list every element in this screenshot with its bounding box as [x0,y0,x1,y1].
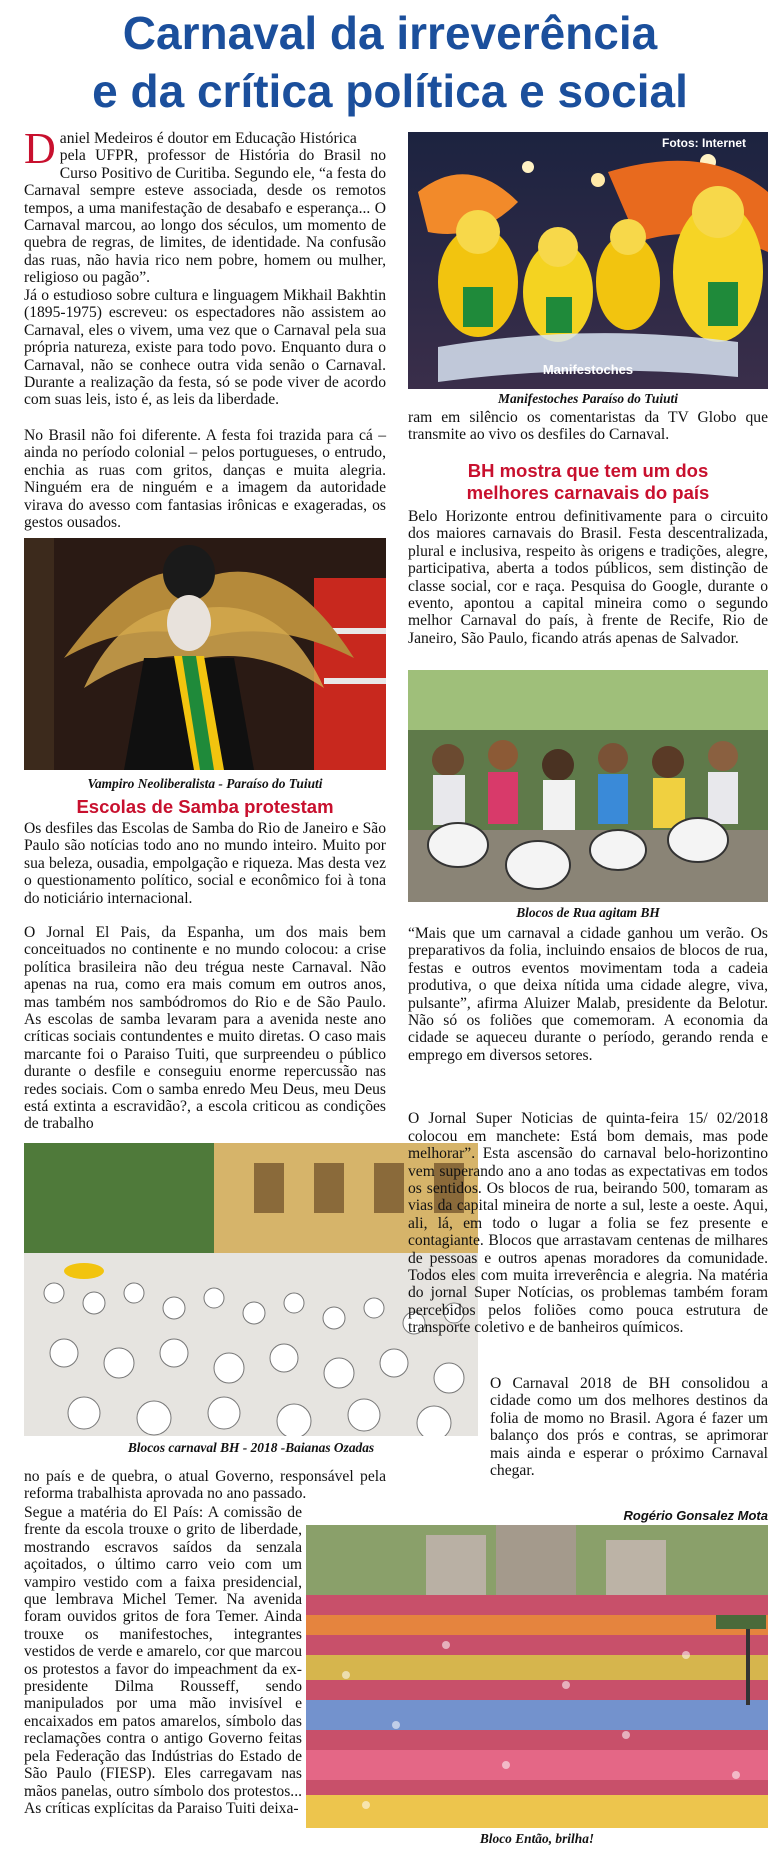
bh-title-line-2: melhores carnavais do país [466,482,710,503]
bh-paragraph-3 [408,1093,768,1354]
samba-paragraph-4: Segue a matéria do El País: A comissão de frente da escola trouxe o grito de liberdade, mostrando escravos saídos da senzala açoitados, o último carro veio com um vampiro vestido com a faixa presidencial, que lembrava Michel Temer. Na avenida foram ouvidos gritos de fora Temer. Ainda trouxe os manifestoches, integrantes vestidos de verde e amarelo, cor que marcou os protestos a favor do impeachment da ex-presidente Dilma Rousseff, sendo manipulados por uma mão invisível e encaixados em patos amarelos, símbolo das reclamações contra o antigo Governo feitas pela Federação das Indústrias do Estado de São Paulo (FIESP). Eles carregavam nas mãos panelas, outro símbolo dos protestos... As críticas explícitas da Paraiso Tuiti deixa- [24,1504,302,1817]
headline [0,4,780,120]
samba-section-title: Escolas de Samba protestam [76,796,334,817]
dropcap: D [24,124,56,173]
samba-paragraph-3: no país e de quebra, o atual Governo, responsável pela reforma trabalhista aprovada no ano passado. [24,1468,386,1503]
samba-paragraph-1: Os desfiles das Escolas de Samba do Rio de Janeiro e São Paulo são notícias todo ano no mundo inteiro. Muito por sua beleza, ousadia, empolgação e riqueza. Mas desta vez o questionamento político, social e econômico foi à tona do noticiário internacional. [24,820,386,907]
bh-title-line-1: BH mostra que tem um dos [467,460,709,481]
bh-section-title [408,460,768,504]
intro-paragraph-3: No Brasil não foi diferente. A festa foi trazida para cá – ainda no período colonial – pelos portugueses, o entrudo, enchia as ruas com gritos, danças e muita alegria. Ninguém era de ninguém e a imagem da autoridade virava do avesso com fantasias irônicas e exageradas, os gestos ousados. [24,427,386,532]
intro-paragraph-2: Já o estudioso sobre cultura e linguagem Mikhail Bakhtin (1895-1975) escreveu: os espectadores não assistem ao Carnaval, eles o vivem, uma vez que o Carnaval pela sua própria natureza, existe para todo povo. Enquanto dura o Carnaval, não se conhece outra vida senão o Carnaval. Durante a realização da festa, só se pode viver de acordo com suas leis, isto é, as leis da liberdade. [24,287,386,409]
bh-paragraph-1: Belo Horizonte entrou definitivamente para o circuito dos maiores carnavais do Brasil. Festa descentralizada, plural e inclusiva, respeito às origens e tradições, alegre, participativa, aberta a todos públicos, sem distinção de classe social, cor e raça. Pesquisa do Google, durante o evento, apontou a capital mineira como o segundo melhor Carnaval do país, à frente de Recife, Rio de Janeiro, São Paulo, ficando atrás apenas de Salvador. [408,508,768,647]
right-continuation-text: ram em silêncio os comentaristas da TV Globo que transmite ao vivo os desfiles do Carnaval. [408,409,768,444]
bh-paragraph-3-text: O Jornal Super Noticias de quinta-feira 15/ 02/2018 colocou em manchete: Está bom demais, mas pode melhorar”. Esta ascensão do carnaval belo-horizontino vem superando ano a ano todas as expectativas em todos os sentidos. Os blocos de rua, beirando 500, tomaram as vias da capital mineira de norte a sul, leste a oeste. Aqui, ali, lá, em todo o lugar a folia se fez presente e contagiante. Blocos que arrastavam centenas de milhares de pessoas e outros apenas moradores da comunidade. Todos eles com muita irreverência e alegria. Na matéria do jornal Super Notícias, os problemas também foram percebidos pelos foliões como pouca estrutura de transporte coletivo e de banheiros químicos. [408,1110,768,1337]
samba-paragraph-2: O Jornal El Pais, da Espanha, um dos mais bem conceituados no continente e no mundo colocou: a crise política brasileira não deu trégua neste Carnaval. Não apenas na rua, como era mais comum em outros anos, mas também nos sambódromos do Rio e de São Paulo. As escolas de samba levaram para a avenida neste ano críticas sociais contundentes e muito diretas. O caso mais marcante foi o Paraiso Tuiti, que surpreendeu o público durante o desfile e conseguiu enorme repercussão nas redes sociais. Com o samba enredo Meu Deus, meu Deus está extinta a escravidão?, a escola criticou as condições de trabalho [24,924,386,1133]
bloco-entao-caption: Bloco Então, brilha! [479,1831,595,1846]
headline-line-1: Carnaval da irreverência [122,7,658,59]
blocos-rua-photo [408,670,768,902]
bh-paragraph-2: “Mais que um carnaval a cidade ganhou um verão. Os preparativos da folia, incluindo ensaios de blocos de rua, festas e outros eventos movimentam toda a cadeia produtiva, o que deixa nítida uma cidade alegre, viva, pulsante”, afirma Aluizer Malab, presidente da Belotur. Não só os foliões que comemoram. A economia da cidade se aqueceu durante o período, gerando renda e emprego em diversos setores. [408,925,768,1064]
blocos-rua-caption: Blocos de Rua agitam BH [516,905,660,920]
manifestoches-photo [408,132,768,389]
bloco-entao-photo [306,1525,768,1828]
intro-text: aniel Medeiros é doutor em Educação Histórica pela UFPR, professor de História do Brasil no Curso Positivo de Curitiba. Segundo ele, “a festa do Carnaval sempre esteve associada, desde os remotos tempos, a uma manifestação de desabafo e esperança... O Carnaval marcou, ao longo dos séculos, um momento de quebra de regras, de limites, de identidade. Na confusão das ruas, não havia rico nem pobre, homem ou mulher, religioso ou pagão”. [24,130,386,287]
intro-paragraph-1 [24,124,386,287]
author-byline: Rogério Gonsalez Mota [623,1508,768,1523]
vampiro-photo [24,538,386,770]
bh-paragraph-4: O Carnaval 2018 de BH consolidou a cidade como um dos melhores destinos da folia de momo no Brasil. Agora é fazer um balanço dos prós e contras, se aprimorar mais ainda e esperar o próximo Carnaval chegar. [490,1375,768,1480]
manifestoches-float-text: Manifestoches [542,362,634,377]
baianas-caption: Blocos carnaval BH - 2018 -Baianas Ozadas [127,1440,375,1455]
manifestoches-caption: Manifestoches Paraíso do Tuiuti [498,391,678,406]
photo-credit: Fotos: Internet [662,136,746,150]
vampiro-caption: Vampiro Neoliberalista - Paraíso do Tuiuti [87,776,323,791]
headline-line-2: e da crítica política e social [92,65,688,117]
